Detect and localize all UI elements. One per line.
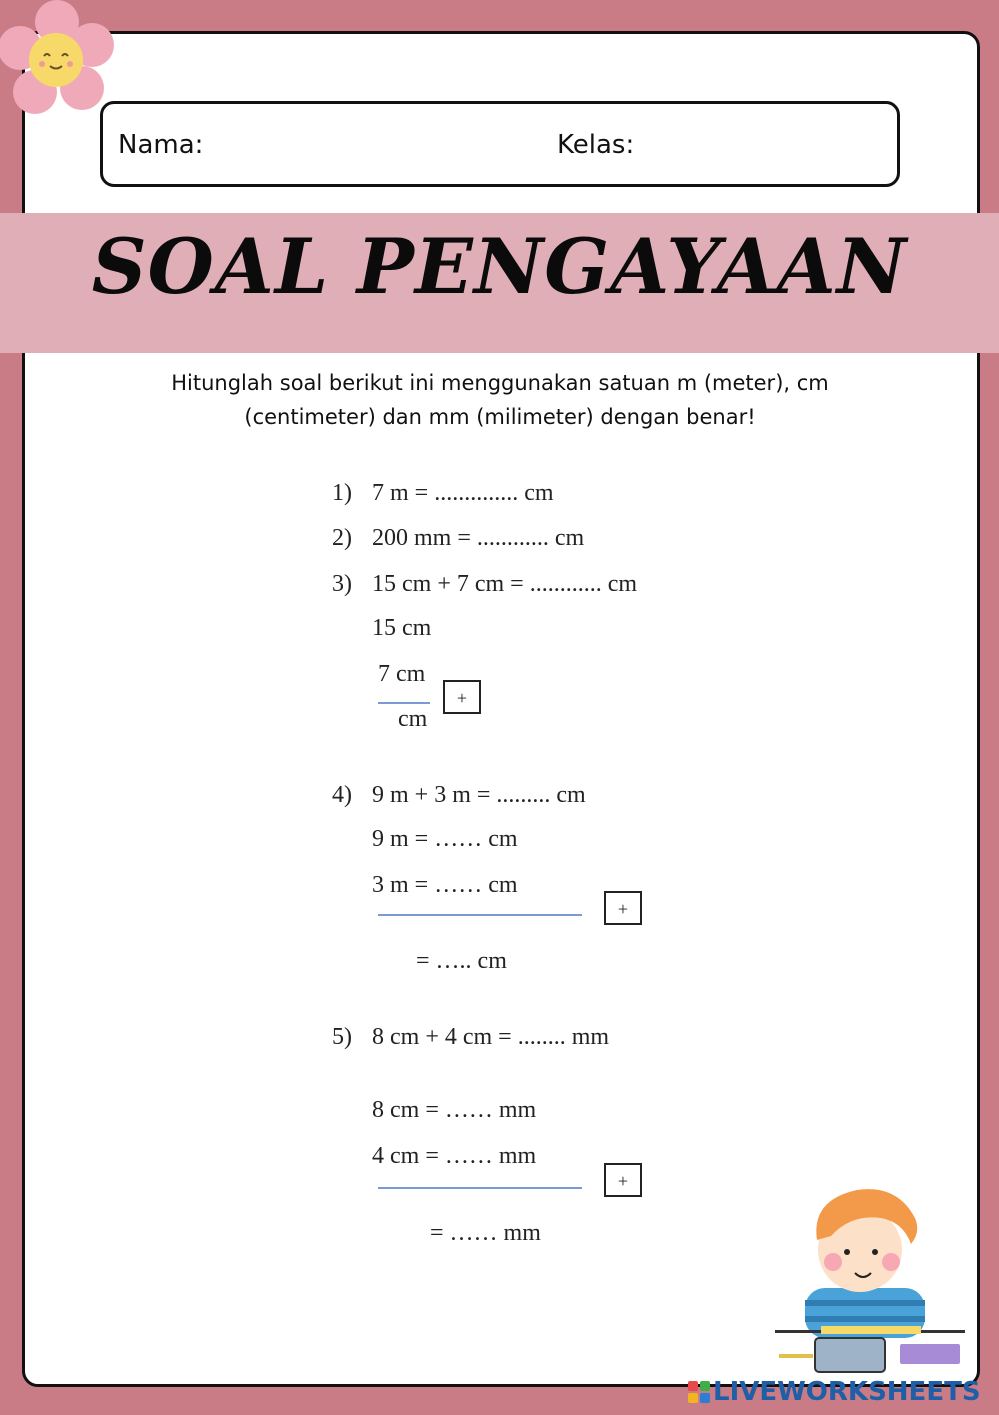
logo-mark-icon <box>688 1381 710 1403</box>
q3-plus-box: + <box>443 680 481 714</box>
q1-number: 1) <box>332 480 352 506</box>
q4-result: = ….. cm <box>416 948 507 974</box>
q3-operand-b: 7 cm <box>378 661 426 687</box>
q1-text: 7 m = .............. cm <box>372 480 554 506</box>
q5-sum-line <box>378 1187 582 1189</box>
liveworksheets-logo <box>688 1374 981 1410</box>
q2-text: 200 mm = ............ cm <box>372 525 585 551</box>
q4-plus-box: + <box>604 891 642 925</box>
instruction-line-1: Hitunglah soal berikut ini menggunakan satuan m (meter), cm <box>171 371 829 395</box>
name-label: Nama: <box>118 130 204 160</box>
q5-plus-box: + <box>604 1163 642 1197</box>
class-label: Kelas: <box>557 130 635 160</box>
q5-text: 8 cm + 4 cm = ........ mm <box>372 1024 610 1050</box>
q3-result: cm <box>398 706 428 732</box>
instruction <box>130 366 870 434</box>
page-title: SOAL PENGAYAAN <box>91 222 908 311</box>
q5-result: = …… mm <box>430 1220 541 1246</box>
q4-text: 9 m + 3 m = ......... cm <box>372 782 586 808</box>
q4-sum-line <box>378 914 582 916</box>
q5-number: 5) <box>332 1024 352 1050</box>
q2-number: 2) <box>332 525 352 551</box>
q5-operand-b: 4 cm = …… mm <box>372 1143 537 1169</box>
instruction-line-2: (centimeter) dan mm (milimeter) dengan benar! <box>244 405 756 429</box>
logo-text: LIVEWORKSHEETS <box>713 1377 981 1407</box>
q3-number: 3) <box>332 571 352 597</box>
child-studying-icon <box>775 1178 975 1378</box>
q3-operand-a: 15 cm <box>372 615 432 641</box>
q5-operand-a: 8 cm = …… mm <box>372 1097 537 1123</box>
q3-sum-line <box>378 702 430 704</box>
q4-operand-b: 3 m = …… cm <box>372 872 518 898</box>
q4-number: 4) <box>332 782 352 808</box>
q4-operand-a: 9 m = …… cm <box>372 826 518 852</box>
q3-text: 15 cm + 7 cm = ............ cm <box>372 571 638 597</box>
name-class-box <box>100 101 900 187</box>
